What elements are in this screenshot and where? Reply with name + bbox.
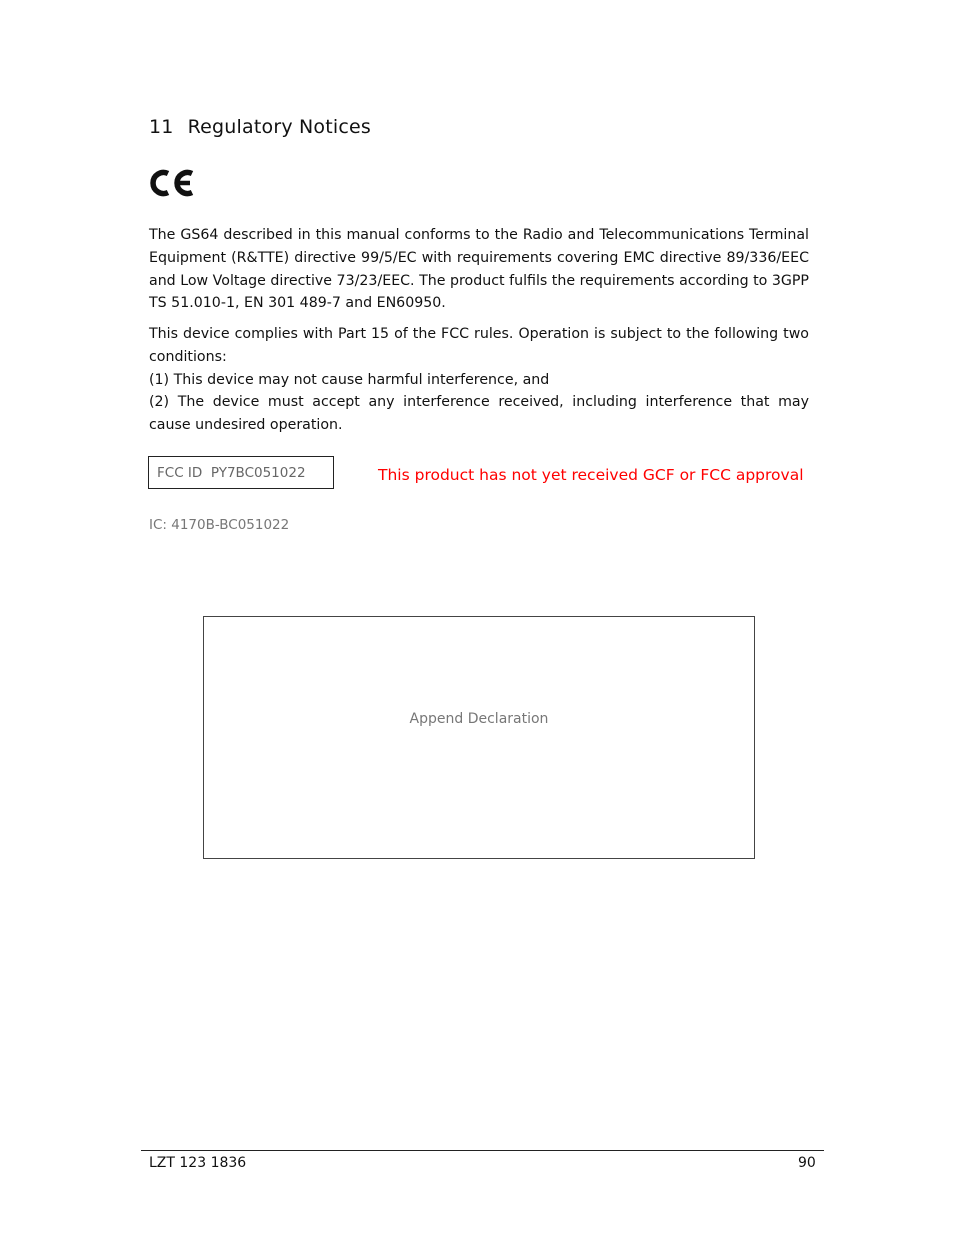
fcc-id-box: FCC ID PY7BC051022: [148, 456, 334, 489]
footer-page-number: 90: [798, 1155, 816, 1171]
footer-divider: [141, 1150, 824, 1151]
fcc-intro: This device complies with Part 15 of the FCC rules. Operation is subject to the following two conditions:: [149, 326, 809, 365]
declaration-placeholder-box: [203, 616, 755, 859]
declaration-placeholder-text: Append Declaration: [409, 711, 549, 727]
section-title: Regulatory Notices: [187, 116, 372, 138]
fcc-condition-1: (1) This device may not cause harmful interference, and: [149, 371, 550, 388]
section-heading: [149, 116, 371, 138]
approval-notice: This product has not yet received GCF or FCC approval: [378, 466, 804, 484]
ce-mark-icon: [148, 167, 194, 199]
section-number: 11: [149, 116, 174, 138]
footer-doc-number: LZT 123 1836: [149, 1155, 247, 1171]
fcc-condition-2: (2) The device must accept any interference received, including interference that may cause undesired operation.: [149, 394, 809, 434]
ic-number: IC: 4170B-BC051022: [149, 517, 290, 533]
fcc-paragraph: [149, 323, 809, 437]
conformity-paragraph: The GS64 described in this manual conforms to the Radio and Telecommunications Terminal Equipment (R&TTE) directive 99/5/EC with requirements covering EMC directive 89/336/EEC and Low Voltage directive 73/23/EEC. The product fulfils the requirements according to 3GPP TS 51.010-1, EN 301 489-7 and EN60950.: [149, 227, 809, 312]
